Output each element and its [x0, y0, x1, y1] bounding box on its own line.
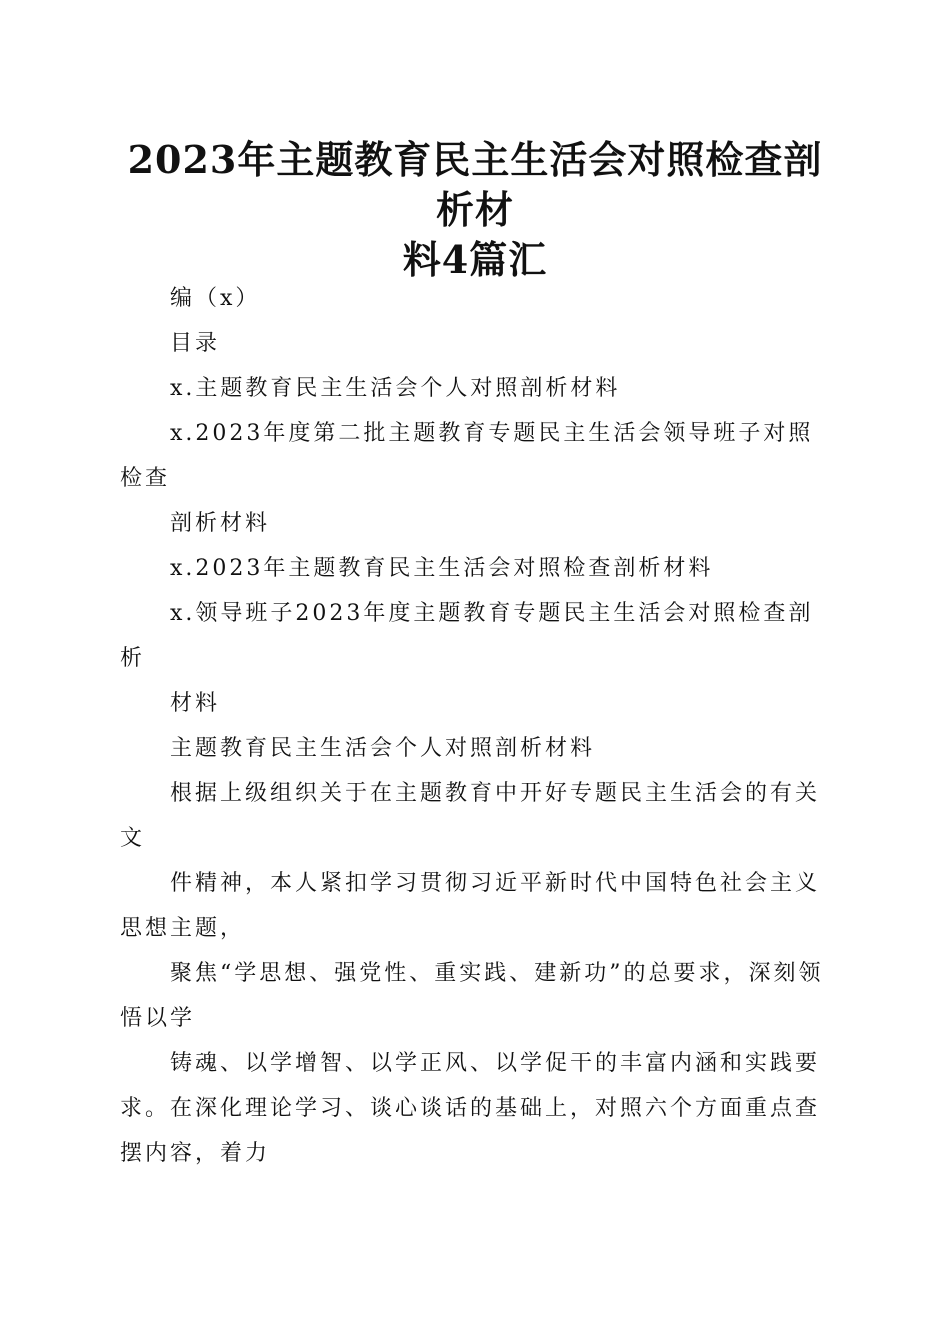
title-line-2: 料4篇汇 — [402, 237, 548, 282]
toc-item-4: x.领导班子2023年度主题教育专题民主生活会对照检查剖析 — [120, 601, 814, 671]
toc-item-2: x.2023年度第二批主题教育专题民主生活会领导班子对照检查 — [120, 421, 814, 491]
toc-item-2-cont: 剖析材料 — [170, 511, 271, 536]
body-paragraph-4: 铸魂、以学增智、以学正风、以学促干的丰富内涵和实践要求。在深化理论学习、谈心谈话的基础上，对照六个方面重点查摆内容，着力 — [120, 1051, 821, 1166]
body-paragraph-1: 根据上级组织关于在主题教育中开好专题民主生活会的有关文 — [120, 781, 821, 851]
toc-item-1: x.主题教育民主生活会个人对照剖析材料 — [170, 376, 621, 401]
toc-item-4-cont: 材料 — [170, 691, 221, 716]
paragraph-toc-heading: 目录 — [170, 331, 221, 356]
paragraph-editor: 编（x） — [170, 286, 261, 311]
body-paragraph-2: 件精神，本人紧扣学习贯彻习近平新时代中国特色社会主义思想主题， — [120, 871, 821, 941]
document-body — [120, 276, 830, 1176]
title-line-1: 2023年主题教育民主生活会对照检查剖析材 — [127, 137, 823, 232]
body-paragraph-3: 聚焦“学思想、强党性、重实践、建新功”的总要求，深刻领悟以学 — [120, 961, 824, 1031]
toc-item-3: x.2023年主题教育民主生活会对照检查剖析材料 — [170, 556, 714, 581]
section-heading: 主题教育民主生活会个人对照剖析材料 — [170, 736, 596, 761]
document-title — [110, 135, 840, 285]
